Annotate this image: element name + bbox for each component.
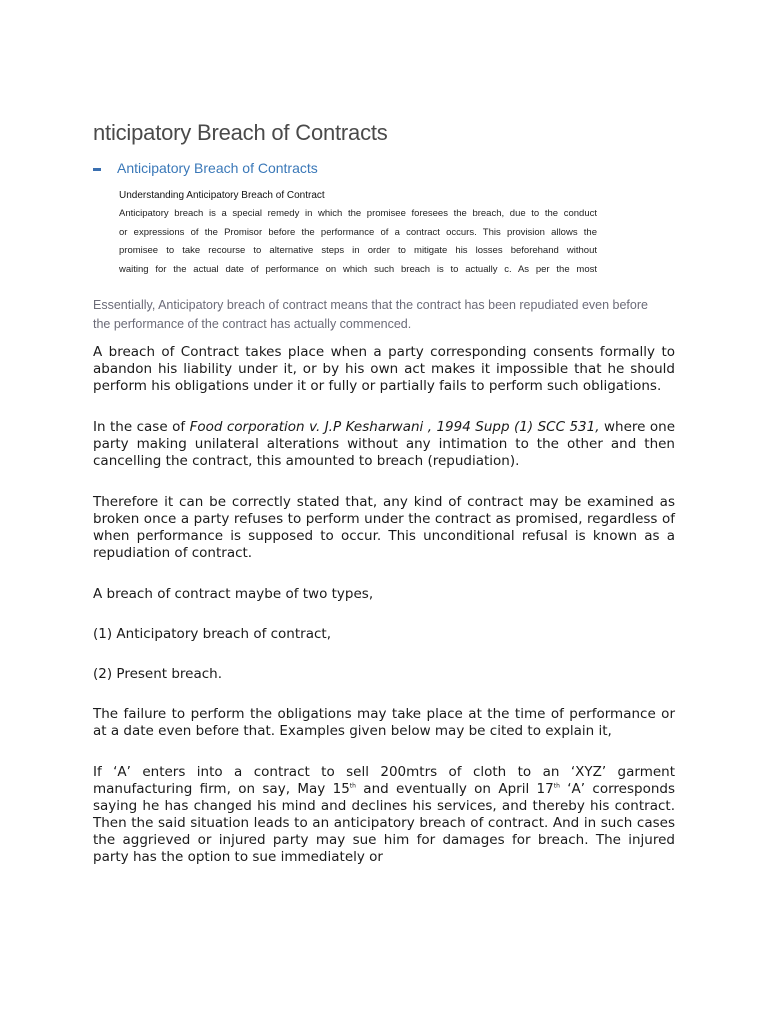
paragraph-types-intro: A breach of contract maybe of two types, — [93, 586, 374, 602]
section-heading: Anticipatory Breach of Contracts — [117, 160, 318, 176]
excerpt-image-block — [119, 190, 597, 279]
list-item-anticipatory: (1) Anticipatory breach of contract, — [93, 626, 331, 642]
case-description-text: where one party making unilateral alterations without any intimation to the other and then cancelling the contract, this amounted to breach (repudiation). — [93, 419, 676, 469]
paragraph-failure-to-perform: The failure to perform the obligations may take place at the time of performance or at a date even before that. Examples given below may be cited to explain it, — [93, 706, 675, 739]
list-item-present: (2) Present breach. — [93, 666, 223, 682]
example-text-part-2: and eventually on April 17 — [355, 781, 554, 797]
example-text-part-1: If ‘A’ enters into a contract to sell 200mtrs of cloth to an ‘XYZ’ garment manufacturing firm, on say, May 15 — [93, 764, 675, 797]
paragraph-case-law — [93, 419, 675, 470]
excerpt-line: Anticipatory breach is a special remedy in which the promisee foresees the breach, due to the conduct — [119, 208, 597, 219]
page-title: nticipatory Breach of Contracts — [93, 120, 388, 145]
summary-text: Essentially, Anticipatory breach of contract means that the contract has been repudiated even before the performance of the contract has actually commenced. — [93, 298, 648, 331]
case-citation: Food corporation v. J.P Kesharwani , 1994 Supp (1) SCC 531, — [189, 419, 600, 435]
dash-bullet-icon — [93, 168, 101, 171]
excerpt-line: waiting for the actual date of performance on which such breach is to actually c. As per the most — [119, 263, 597, 275]
excerpt-body — [119, 205, 597, 279]
excerpt-heading: Understanding Anticipatory Breach of Contract — [119, 190, 325, 201]
excerpt-line: or expressions of the Promisor before the performance of a contract occurs. This provision allows the — [119, 226, 597, 238]
paragraph-example — [93, 764, 675, 866]
superscript-th: th — [553, 782, 560, 790]
case-intro-text: In the case of — [93, 419, 190, 435]
paragraph-repudiation: Therefore it can be correctly stated that, any kind of contract may be examined as broken once a party refuses to perform under the contract as promised, regardless of when performance is supposed to occur. This unconditional refusal is known as a repudiation of contract. — [93, 494, 675, 561]
superscript-th: th — [349, 782, 356, 790]
article-body — [93, 344, 675, 890]
excerpt-line: promisee to take recourse to alternative steps in order to mitigate his losses beforehand without — [119, 245, 597, 256]
example-text-part-3: ‘A’ corresponds saying he has changed his mind and declines his services, and thereby his contract. Then the said situation leads to an anticipatory breach of contract. And in such cases the aggrieved or injured party may sue him for damages for breach. The injured party has the option to sue immediately or — [93, 781, 675, 865]
paragraph-breach-definition: A breach of Contract takes place when a party corresponding consents formally to abandon his liability under it, or by his own act makes it impossible that he should perform his obligations under it or fully or partially fails to perform such obligations. — [93, 344, 675, 394]
